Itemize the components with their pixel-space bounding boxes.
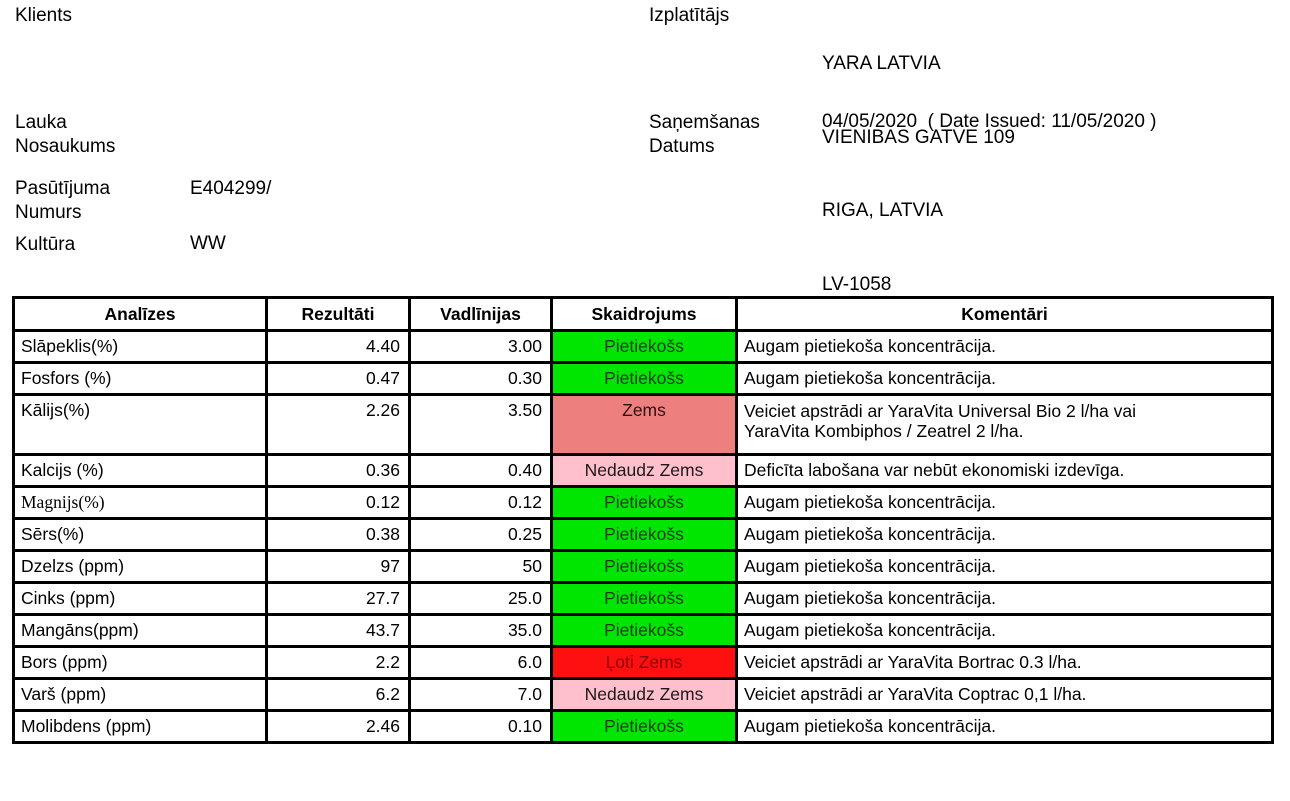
distributor-line: YARA LATVIA bbox=[822, 53, 941, 74]
table-row bbox=[14, 331, 1273, 363]
col-header-guideline: Vadlīnijas bbox=[410, 298, 552, 331]
analysis-name: Dzelzs (ppm) bbox=[14, 551, 267, 583]
received-date: 04/05/2020 ( Date Issued: 11/05/2020 ) bbox=[822, 111, 1157, 132]
order-label bbox=[15, 177, 110, 225]
received-label-line2: Datums bbox=[649, 136, 715, 157]
table-row bbox=[14, 551, 1273, 583]
status-badge: Pietiekošs bbox=[552, 331, 737, 363]
analysis-name: Kālijs(%) bbox=[14, 395, 267, 455]
table-row bbox=[14, 455, 1273, 487]
result-value: 43.7 bbox=[267, 615, 410, 647]
order-value: E404299/ bbox=[190, 178, 272, 199]
result-value: 4.40 bbox=[267, 331, 410, 363]
distributor-label: Izplatītājs bbox=[649, 5, 730, 26]
status-badge: Pietiekošs bbox=[552, 519, 737, 551]
comment-text: Augam pietiekoša koncentrācija. bbox=[737, 711, 1273, 743]
result-value: 6.2 bbox=[267, 679, 410, 711]
status-badge: Pietiekošs bbox=[552, 551, 737, 583]
distributor-line: VIENIBAS GATVE 109 bbox=[822, 126, 1015, 148]
analysis-name: Molibdens (ppm) bbox=[14, 711, 267, 743]
status-badge: Nedaudz Zems bbox=[552, 679, 737, 711]
result-value: 0.36 bbox=[267, 455, 410, 487]
comment-text bbox=[737, 395, 1273, 455]
guideline-value: 7.0 bbox=[410, 679, 552, 711]
col-header-comment: Komentāri bbox=[737, 298, 1273, 331]
table-row bbox=[14, 583, 1273, 615]
status-badge: Nedaudz Zems bbox=[552, 455, 737, 487]
analysis-name: Bors (ppm) bbox=[14, 647, 267, 679]
result-value: 0.12 bbox=[267, 487, 410, 519]
analysis-name: Mangāns(ppm) bbox=[14, 615, 267, 647]
col-header-status: Skaidrojums bbox=[552, 298, 737, 331]
analysis-name: Kalcijs (%) bbox=[14, 455, 267, 487]
guideline-value: 0.25 bbox=[410, 519, 552, 551]
received-label-line1: Saņemšanas bbox=[649, 112, 760, 133]
comment-text: Augam pietiekoša koncentrācija. bbox=[737, 487, 1273, 519]
status-badge: Pietiekošs bbox=[552, 487, 737, 519]
comment-text: Augam pietiekoša koncentrācija. bbox=[737, 583, 1273, 615]
comment-text: Augam pietiekoša koncentrācija. bbox=[737, 363, 1273, 395]
comment-text: Veiciet apstrādi ar YaraVita Bortrac 0.3 l/ha. bbox=[737, 647, 1273, 679]
table-row bbox=[14, 363, 1273, 395]
field-label-line1: Lauka bbox=[15, 112, 67, 133]
status-badge: Pietiekošs bbox=[552, 363, 737, 395]
guideline-value: 0.10 bbox=[410, 711, 552, 743]
distributor-line: RIGA, LATVIA bbox=[822, 200, 944, 221]
guideline-value: 3.50 bbox=[410, 395, 552, 455]
comment-text: Veiciet apstrādi ar YaraVita Coptrac 0,1 l/ha. bbox=[737, 679, 1273, 711]
guideline-value: 6.0 bbox=[410, 647, 552, 679]
field-label bbox=[15, 111, 115, 159]
received-label bbox=[649, 111, 760, 159]
analysis-name: Magnijs(%) bbox=[14, 487, 267, 519]
analysis-table bbox=[12, 296, 1274, 744]
analysis-name: Varš (ppm) bbox=[14, 679, 267, 711]
table-row bbox=[14, 711, 1273, 743]
comment-text: Augam pietiekoša koncentrācija. bbox=[737, 519, 1273, 551]
guideline-value: 35.0 bbox=[410, 615, 552, 647]
crop-value: WW bbox=[190, 233, 226, 254]
distributor-address bbox=[822, 3, 1015, 322]
analysis-name: Slāpeklis(%) bbox=[14, 331, 267, 363]
table-row bbox=[14, 519, 1273, 551]
result-value: 0.47 bbox=[267, 363, 410, 395]
table-row bbox=[14, 395, 1273, 455]
result-value: 97 bbox=[267, 551, 410, 583]
result-value: 27.7 bbox=[267, 583, 410, 615]
guideline-value: 50 bbox=[410, 551, 552, 583]
analysis-name: Cinks (ppm) bbox=[14, 583, 267, 615]
guideline-value: 25.0 bbox=[410, 583, 552, 615]
comment-text: Augam pietiekoša koncentrācija. bbox=[737, 331, 1273, 363]
status-badge: Pietiekošs bbox=[552, 615, 737, 647]
guideline-value: 3.00 bbox=[410, 331, 552, 363]
client-label: Klients bbox=[15, 5, 73, 26]
analysis-name: Fosfors (%) bbox=[14, 363, 267, 395]
comment-text: Deficīta labošana var nebūt ekonomiski izdevīga. bbox=[737, 455, 1273, 487]
analysis-name: Sērs(%) bbox=[14, 519, 267, 551]
table-header-row bbox=[14, 298, 1273, 331]
status-badge: Pietiekošs bbox=[552, 711, 737, 743]
guideline-value: 0.30 bbox=[410, 363, 552, 395]
order-label-line1: Pasūtījuma bbox=[15, 178, 111, 199]
status-badge: Ļoti Zems bbox=[552, 647, 737, 679]
distributor-line: LV-1058 bbox=[822, 273, 892, 295]
status-badge: Zems bbox=[552, 395, 737, 455]
table-row bbox=[14, 615, 1273, 647]
order-label-line2: Numurs bbox=[15, 202, 82, 223]
comment-text: Augam pietiekoša koncentrācija. bbox=[737, 615, 1273, 647]
result-value: 0.38 bbox=[267, 519, 410, 551]
result-value: 2.2 bbox=[267, 647, 410, 679]
guideline-value: 0.40 bbox=[410, 455, 552, 487]
result-value: 2.26 bbox=[267, 395, 410, 455]
crop-label: Kultūra bbox=[15, 234, 76, 255]
field-label-line2: Nosaukums bbox=[15, 136, 116, 157]
comment-line: Veiciet apstrādi ar YaraVita Universal Bio 2 l/ha vai bbox=[744, 401, 1137, 421]
table-row bbox=[14, 487, 1273, 519]
table-row bbox=[14, 679, 1273, 711]
comment-text: Augam pietiekoša koncentrācija. bbox=[737, 551, 1273, 583]
table-row bbox=[14, 647, 1273, 679]
col-header-analysis: Analīzes bbox=[14, 298, 267, 331]
col-header-result: Rezultāti bbox=[267, 298, 410, 331]
status-badge: Pietiekošs bbox=[552, 583, 737, 615]
result-value: 2.46 bbox=[267, 711, 410, 743]
comment-line: YaraVita Kombiphos / Zeatrel 2 l/ha. bbox=[744, 421, 1024, 441]
guideline-value: 0.12 bbox=[410, 487, 552, 519]
